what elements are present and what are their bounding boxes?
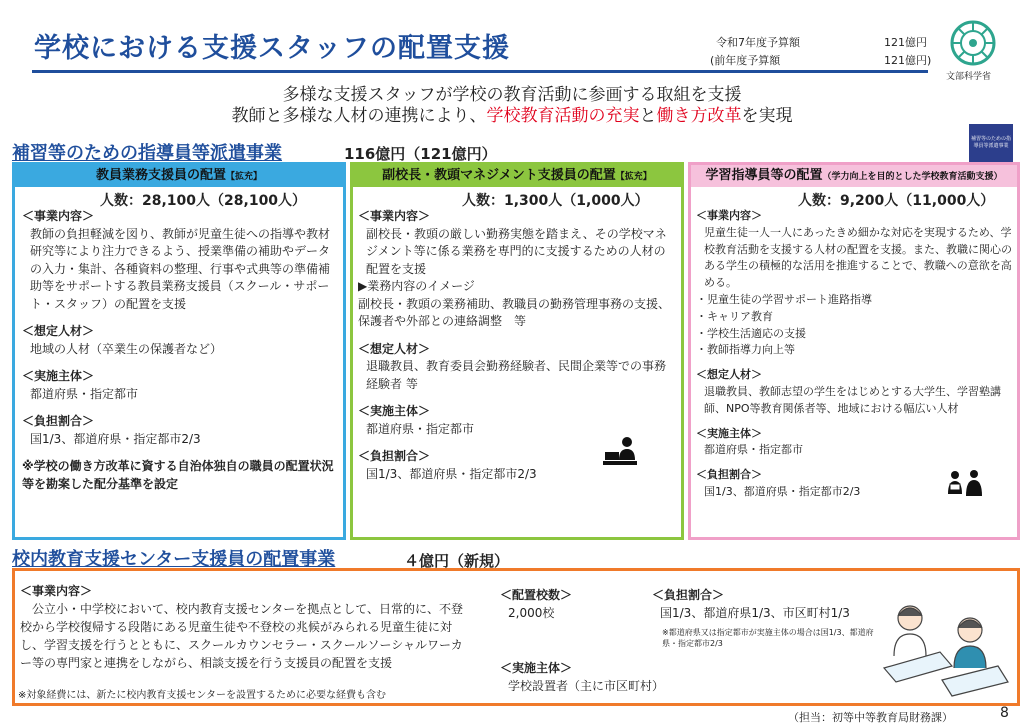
budget-prev-label: (前年度予算額 — [710, 54, 781, 67]
col2-people: 人数：1,300人（1,000人） — [462, 193, 649, 209]
ministry-name: 文部科学省 — [946, 72, 992, 82]
col2-content: ＜事業内容＞ 副校長・教頭の厳しい勤務実態を踏まえ、その学校マネジメント等に係る業務を専門的に支援するための人材の配置を支援 ▶業務内容のイメージ 副校長・教頭の業務補助、教職員の勤務管理事務の支援、保護者や外部との連絡調整 等 ＜想定人材＞ 退職教員、教育委員会勤務経験者、民間企業等での事務経験者 等 ＜実施主体＞ 都道府県・指定都市 ＜負担割合＞ 国1/3、都道府県・指定都市2/3 — [358, 209, 671, 481]
section2-note: ※対象経費には、新たに校内教育支援センターを設置するために必要な経費も含む — [18, 690, 386, 701]
burden-note: ※都道府県又は指定都市が実施主体の場合は国1/3、都道府県・指定都市2/3 — [662, 628, 874, 648]
col3-content: ＜事業内容＞ 児童生徒一人一人にあったきめ細かな対応を実現するため、学校教育活動を支援する人材の配置を支援。また、教職に関心のある学生の積極的な活用を推進することで、教職への意欲を高める。 ・児童生徒の学習サポート進路指導 ・キャリア教育 ・学校生活適応の支援 ・教師指導力向上等 ＜想定人材＞ 退職教員、教師志望の学生をはじめとする大学生、学習塾講師、NPO等教育関係者等、地域における幅広い人材 ＜実施主体＞ 都道府県・指定都市 ＜負担割合＞ 国1/3、都道府県・指定都市2/3 — [696, 209, 1012, 498]
budget-prev-value: 121億円) — [884, 54, 932, 67]
section2-budget: ４億円（新規） — [404, 552, 510, 570]
contact-footer: （担当：初等中等教育局財務課） — [788, 711, 953, 724]
col1-header: 教員業務支援員の配置【拡充】 — [15, 165, 343, 187]
lead-line-1: 多様な支援スタッフが学校の教育活動に参画する取組を支援 — [282, 85, 742, 105]
schools-value: 2,000校 — [508, 606, 555, 620]
budget-current-label: 令和7年度予算額 — [716, 36, 800, 49]
col1-content: ＜事業内容＞ 教師の負担軽減を図り、教師が児童生徒への指導や教材研究等により注力できるよう、授業準備の補助やデータの入力・集計、各種資料の整理、行事や式典等の準備補助等をサポートする教員業務支援員（スクール・サポート・スタッフ）の配置を支援 ＜想定人材＞ 地域の人材（卒業生の保護者など） ＜実施主体＞ 都道府県・指定都市 ＜負担割合＞ 国1/3、都道府県・指定都市2/3 ※学校の働き方改革に資する自治体独自の職員の配置状況等を勘案した配分基準を設定 — [22, 209, 334, 491]
lead-line-2: 教師と多様な人材の連携により、学校教育活動の充実と働き方改革を実現 — [231, 106, 793, 126]
schools-heading: ＜配置校数＞ — [500, 588, 573, 602]
student-teacher-icon — [946, 470, 984, 496]
implementer-heading: ＜実施主体＞ — [500, 661, 573, 675]
program-badge: 補習等のための指導員等派遣事業 — [969, 124, 1013, 168]
office-worker-icon — [603, 436, 637, 468]
burden-value: 国1/3、都道府県1/3、市区町村1/3 — [660, 606, 850, 620]
students-studying-icon — [880, 596, 1012, 700]
burden-heading: ＜負担割合＞ — [652, 588, 725, 602]
ministry-logo-icon — [950, 20, 996, 66]
col2-header: 副校長・教頭マネジメント支援員の配置【拡充】 — [353, 165, 681, 187]
budget-current-value: 121億円 — [884, 36, 927, 49]
col3-people: 人数：9,200人（11,000人） — [798, 193, 995, 209]
page-title: 学校における支援スタッフの配置支援 — [34, 33, 510, 64]
section1-title: 補習等のための指導員等派遣事業 — [12, 143, 282, 164]
section2-content: ＜事業内容＞ 公立小・中学校において、校内教育支援センターを拠点として、日常的に、不登校から学校復帰する段階にある児童生徒や不登校の兆候がみられる児童生徒に対し、学習支援を行うとともに、スクールカウンセラー・スクールソーシャルワーカー等の専門家と連携をしながら、相談支援を行う支援員の配置を支援 — [20, 584, 464, 670]
col3-header: 学習指導員等の配置（学力向上を目的とした学校教育活動支援） — [691, 165, 1017, 187]
col1-people: 人数：28,100人（28,100人） — [100, 193, 307, 209]
page-number: 8 — [1000, 705, 1009, 721]
title-underline — [32, 70, 928, 73]
implementer-value: 学校設置者（主に市区町村） — [508, 679, 665, 693]
section1-budget: 116億円（121億円） — [344, 145, 497, 163]
section2-title: 校内教育支援センター支援員の配置事業 — [12, 549, 336, 570]
